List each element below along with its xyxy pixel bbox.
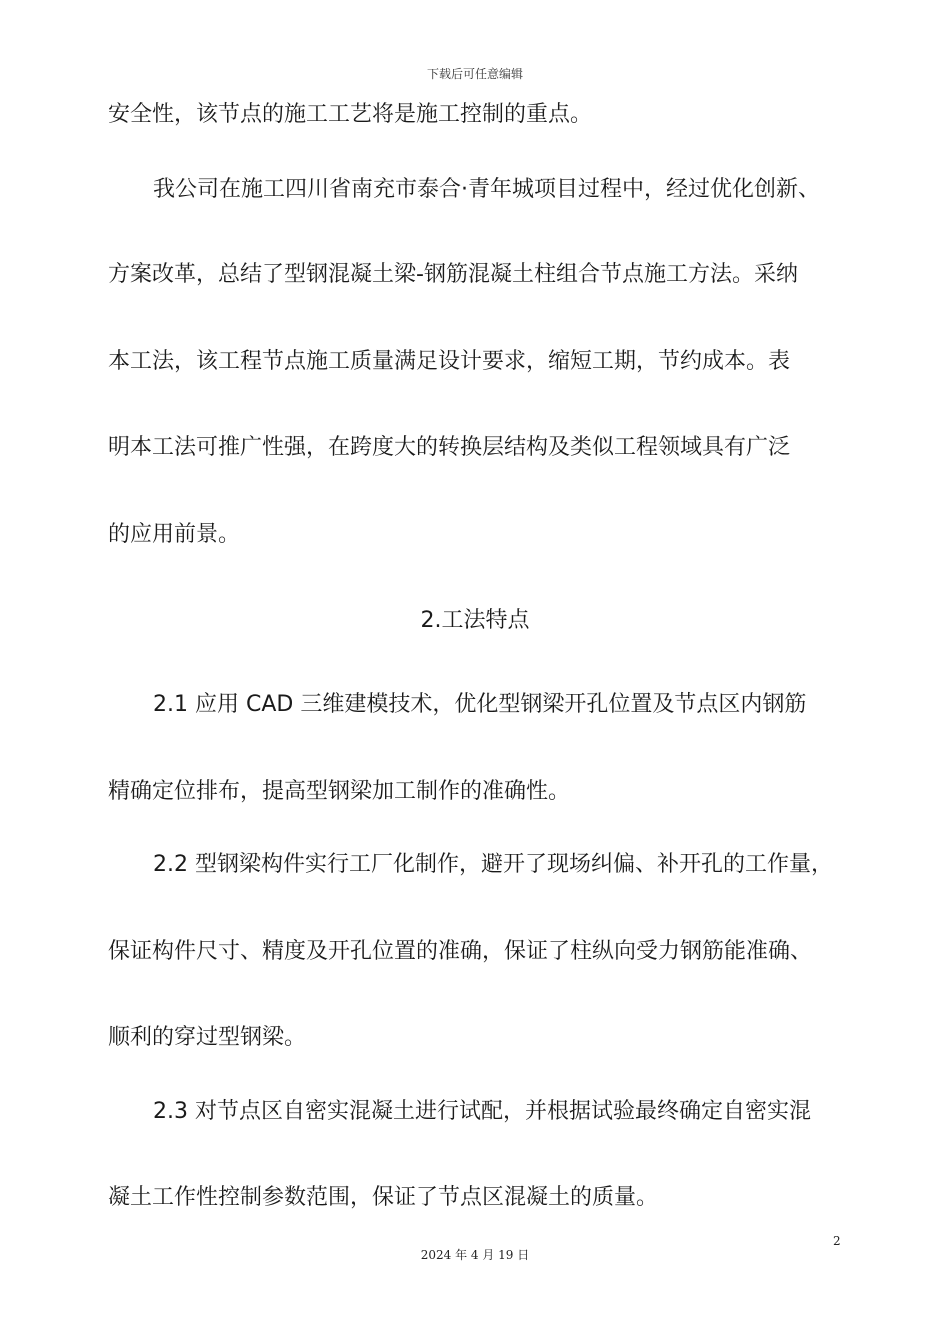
page-number: 2 <box>833 1234 841 1248</box>
paragraph-line: 我公司在施工四川省南充市泰合·青年城项目过程中，经过优化创新、 <box>153 177 820 202</box>
footer-date: 2024 年 4 月 19 日 <box>420 1248 530 1262</box>
feature-line: 精确定位排布，提高型钢梁加工制作的准确性。 <box>108 779 571 804</box>
paragraph-line: 方案改革，总结了型钢混凝土梁-钢筋混凝土柱组合节点施工方法。采纳 <box>108 262 798 287</box>
feature-line: 凝土工作性控制参数范围，保证了节点区混凝土的质量。 <box>108 1185 659 1210</box>
feature-line: 顺利的穿过型钢梁。 <box>108 1025 307 1050</box>
header-note: 下载后可任意编辑 <box>426 67 523 81</box>
paragraph-line: 明本工法可推广性强，在跨度大的转换层结构及类似工程领域具有广泛 <box>108 435 791 460</box>
paragraph-line: 本工法，该工程节点施工质量满足设计要求，缩短工期，节约成本。表 <box>108 349 791 374</box>
feature-line: 保证构件尺寸、精度及开孔位置的准确，保证了柱纵向受力钢筋能准确、 <box>108 939 813 964</box>
feature-line: 2.3 对节点区自密实混凝土进行试配，并根据试验最终确定自密实混 <box>153 1099 811 1124</box>
section-title: 2.工法特点 <box>420 608 530 633</box>
paragraph-line: 的应用前景。 <box>108 522 241 547</box>
paragraph-line: 安全性，该节点的施工工艺将是施工控制的重点。 <box>108 102 593 127</box>
feature-line: 2.1 应用 CAD 三维建模技术，优化型钢梁开孔位置及节点区内钢筋 <box>153 692 807 717</box>
feature-line: 2.2 型钢梁构件实行工厂化制作，避开了现场纠偏、补开孔的工作量， <box>153 852 833 877</box>
